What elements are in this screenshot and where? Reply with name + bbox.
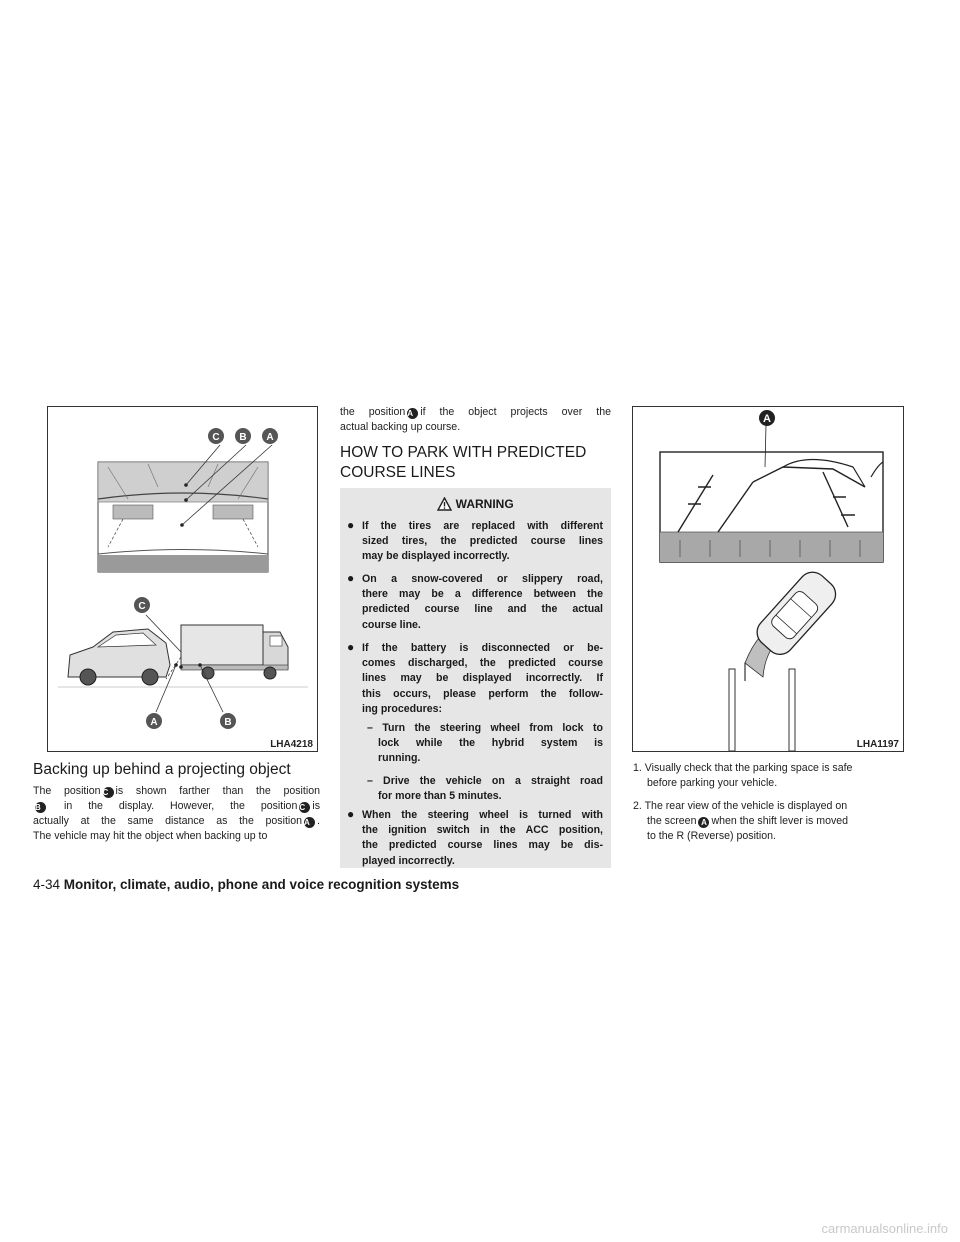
svg-text:A: A bbox=[763, 413, 771, 425]
figure-predicted-course bbox=[632, 406, 904, 752]
label-c-side bbox=[134, 597, 150, 613]
marker-b: B bbox=[35, 802, 46, 813]
label-a-bottom bbox=[146, 713, 162, 729]
marker-c: C bbox=[299, 802, 310, 813]
figure-code: LHA1197 bbox=[856, 739, 899, 750]
section-heading-predicted-course: HOW TO PARK WITH PREDICTED COURSE LINES bbox=[340, 444, 587, 481]
page-number: 4-34 bbox=[33, 877, 61, 892]
predicted-course-illustration bbox=[633, 407, 903, 751]
warning-subitem: – Drive the vehicle on a straight road for more than 5 minutes. bbox=[367, 775, 603, 803]
warning-item: On a snow-covered or slippery road, there may be a difference between the predicted course line and the actual course line. bbox=[362, 573, 603, 631]
suv-illustration bbox=[68, 629, 170, 685]
svg-text:C: C bbox=[138, 601, 146, 612]
car-illustration bbox=[751, 566, 841, 660]
figure-code: LHA4218 bbox=[270, 739, 313, 750]
svg-text:B: B bbox=[224, 717, 232, 728]
warning-item: When the steering wheel is turned with the ignition switch in the ACC position, the predicted course lines may be dis- played incorrectly. bbox=[362, 809, 603, 867]
chapter-title: Monitor, climate, audio, phone and voice recognition systems bbox=[63, 877, 460, 892]
svg-text:B: B bbox=[239, 432, 247, 443]
warning-item: If the tires are replaced with different sized tires, the predicted course lines may be displayed incorrectly. bbox=[362, 520, 603, 563]
marker-c: C bbox=[103, 787, 114, 798]
label-b-top bbox=[235, 428, 251, 444]
figure-projecting-object bbox=[47, 406, 318, 752]
marker-a: A bbox=[407, 408, 418, 419]
step-1: 1. Visually check that the parking space is safe before parking your vehicle. bbox=[633, 762, 853, 789]
continued-paragraph: the position A if the object projects over the actual backing up course. bbox=[340, 406, 611, 433]
marker-a: A bbox=[304, 817, 315, 828]
section-heading-projecting-object: Backing up behind a projecting object bbox=[33, 761, 291, 778]
warning-triangle-icon bbox=[437, 497, 452, 511]
label-a-top bbox=[262, 428, 278, 444]
page-footer bbox=[33, 877, 459, 892]
watermark-text: carmanualsonline.info bbox=[821, 1221, 948, 1236]
label-c-top bbox=[208, 428, 224, 444]
warning-box: WARNING ● If the tires are replaced with different sized tires, the predicted course lines may be displayed incorrectly. ● On a snow-covered or slippery road, there may be a difference between the predicted course line and the actual course line. ● If the battery is disconnected or be- comes discharged, the predicted course lines may be displayed incorrectly. If this occurs, please perform the follow- ing procedures: – Turn the steering wheel from lock to lock while the hybrid system is running. – Drive the vehicle on a straight road for more than 5 minutes. ● When the steering wheel is turned with the ignition switch in the ACC position, the predicted course lines may be dis- played incorrectly. bbox=[340, 488, 611, 868]
marker-a: A bbox=[698, 817, 709, 828]
projecting-object-paragraph: The position C is shown farther than the position B in the display. However, the position C is actually at the same distance as the position A . The vehicle may hit the object when backing up to bbox=[33, 785, 320, 842]
projecting-object-illustration bbox=[48, 407, 317, 751]
label-a-screen bbox=[759, 410, 775, 426]
warning-item: If the battery is disconnected or be- comes discharged, the predicted course lines may be displayed incorrectly. If this occurs, please perform the follow- ing procedures: bbox=[362, 642, 603, 715]
svg-text:C: C bbox=[212, 432, 220, 443]
warning-subitem: – Turn the steering wheel from lock to lock while the hybrid system is running. bbox=[367, 722, 603, 765]
label-b-bottom bbox=[220, 713, 236, 729]
truck-illustration bbox=[181, 625, 288, 679]
svg-text:A: A bbox=[266, 432, 274, 443]
step-2: 2. The rear view of the vehicle is displayed on the screen A when the shift lever is moved to the R (Reverse) position. bbox=[633, 800, 849, 842]
svg-text:A: A bbox=[150, 717, 158, 728]
warning-header: WARNING bbox=[340, 496, 611, 511]
